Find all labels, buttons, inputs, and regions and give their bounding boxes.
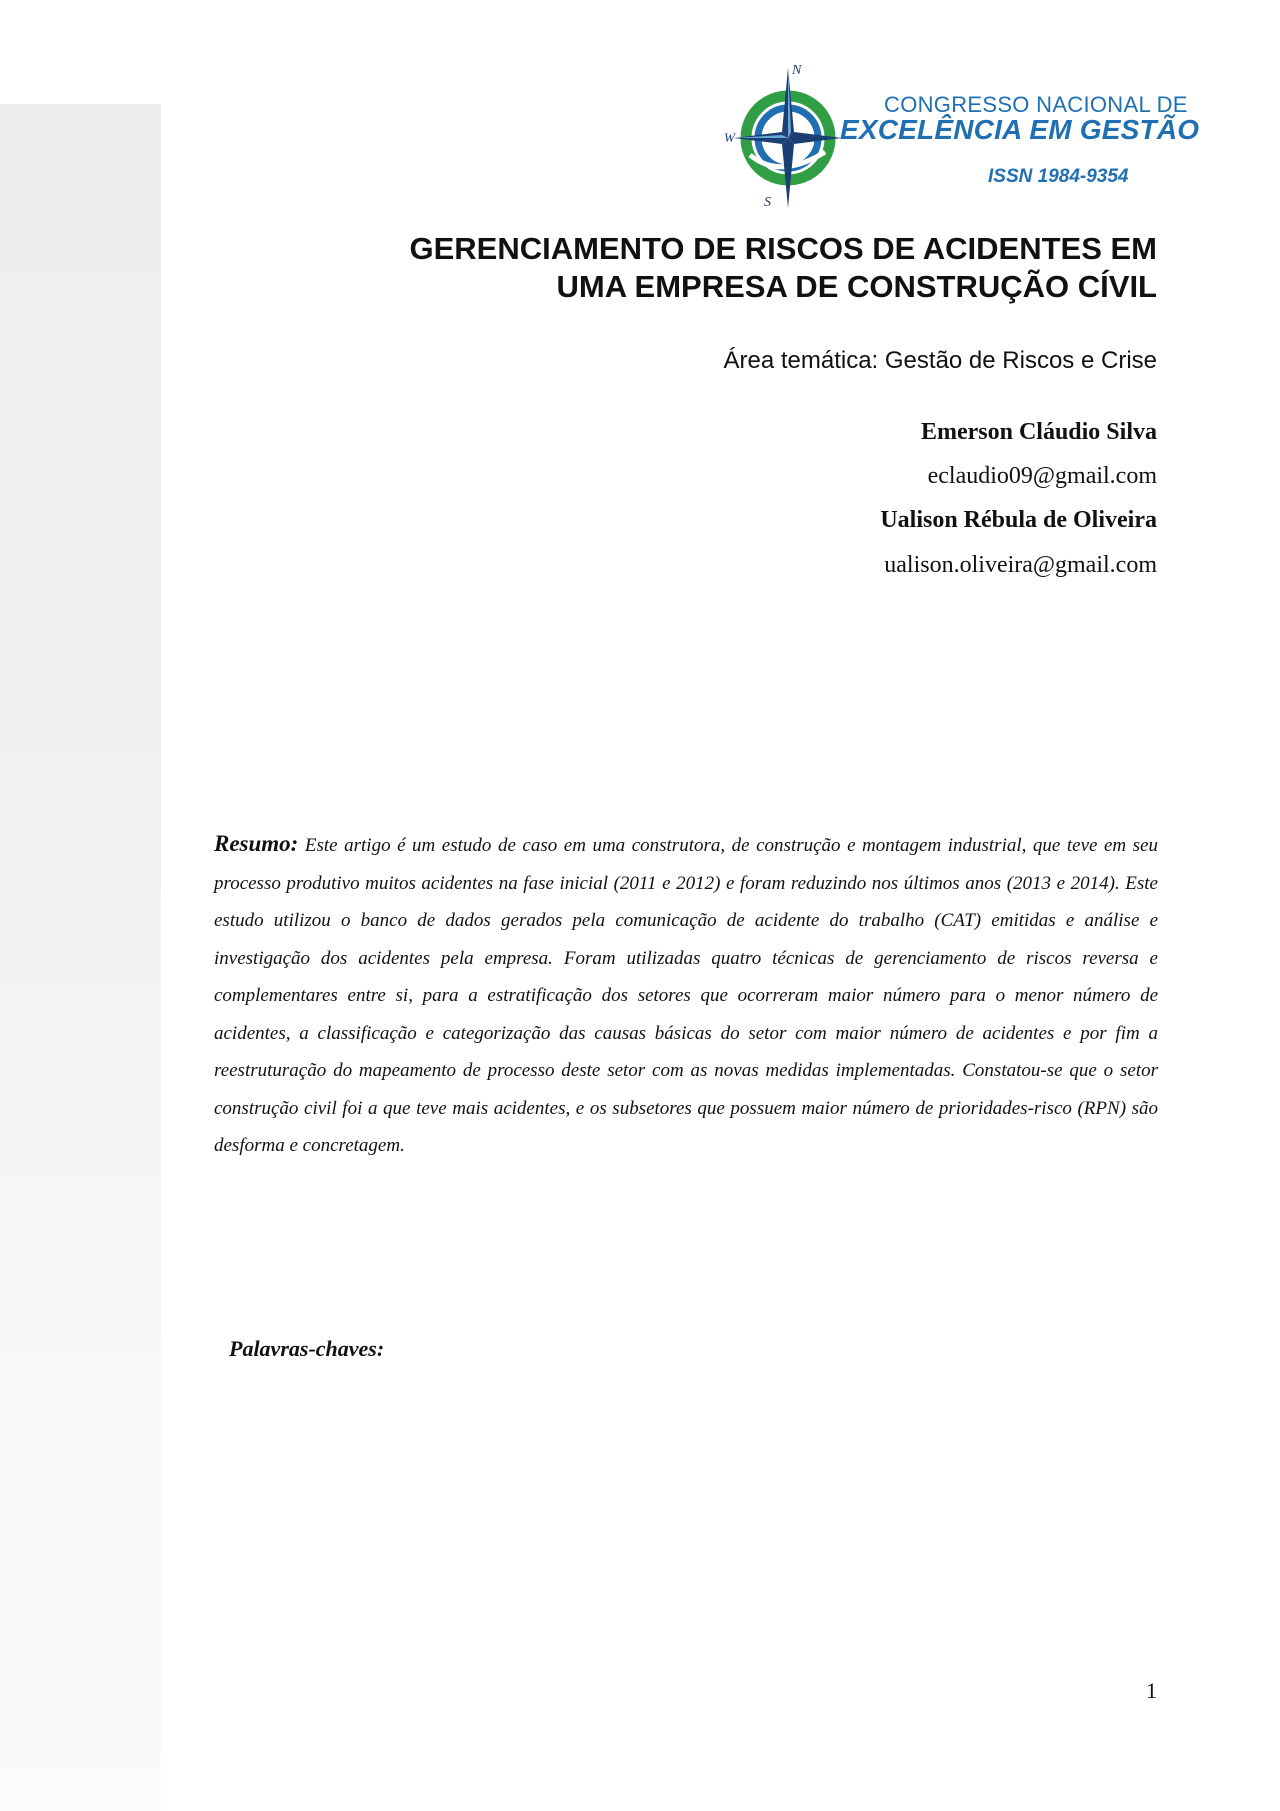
compass-logo-icon: [720, 60, 850, 210]
compass-needle-south: [782, 138, 794, 208]
abstract: [214, 825, 1158, 1165]
compass-label-s: S: [764, 195, 771, 210]
author-name-2: Ualison Rébula de Oliveira: [880, 507, 1157, 533]
abstract-text: Este artigo é um estudo de caso em uma construtora, de construção e montagem industrial, que teve em seu processo produtivo muitos acidentes na fase inicial (2011 e 2012) e foram reduzindo nos últimos anos (2013 e 2014). Este estudo utilizou o banco de dados gerados pela comunicação de acidente do trabalho (CAT) emitidas e análise e investigação dos acidentes pela empresa. Foram utilizadas quatro técnicas de gerenciamento de riscos reversa e complementares entre si, para a estratificação dos setores que ocorreram maior número para o menor número de acidentes, a classificação e categorização das causas básicas do setor com maior número de acidentes e por fim a reestruturação do mapeamento de processo deste setor com as novas medidas implementadas. Constatou-se que o setor construção civil foi a que teve mais acidentes, e os subsetores que possuem maior número de prioridades-risco (RPN) são desforma e concretagem.: [214, 835, 1158, 1156]
thematic-area: Área temática: Gestão de Riscos e Crise: [723, 347, 1157, 374]
author-name-1: Emerson Cláudio Silva: [920, 419, 1157, 445]
logo-issn: ISSN 1984-9354: [988, 166, 1129, 187]
compass-label-n: N: [792, 63, 802, 78]
paper-title-line-1: GERENCIAMENTO DE RISCOS DE ACIDENTES EM: [409, 231, 1157, 266]
conference-logo: [720, 60, 1200, 210]
page-margin-band: [0, 104, 161, 1811]
logo-excellence-text: EXCELÊNCIA EM GESTÃO: [840, 114, 1200, 145]
keywords-label: Palavras-chaves:: [229, 1336, 385, 1361]
page-number: 1: [1146, 1678, 1157, 1703]
author-email-2: ualison.oliveira@gmail.com: [884, 552, 1157, 578]
author-email-1: eclaudio09@gmail.com: [927, 463, 1157, 489]
abstract-label: Resumo:: [214, 831, 299, 856]
compass-label-w: W: [724, 130, 735, 145]
paper-title-line-2: UMA EMPRESA DE CONSTRUÇÃO CÍVIL: [556, 269, 1157, 304]
paper-title: [257, 230, 1157, 306]
logo-congress-name: CONGRESSO NACIONAL DE: [884, 92, 1188, 117]
